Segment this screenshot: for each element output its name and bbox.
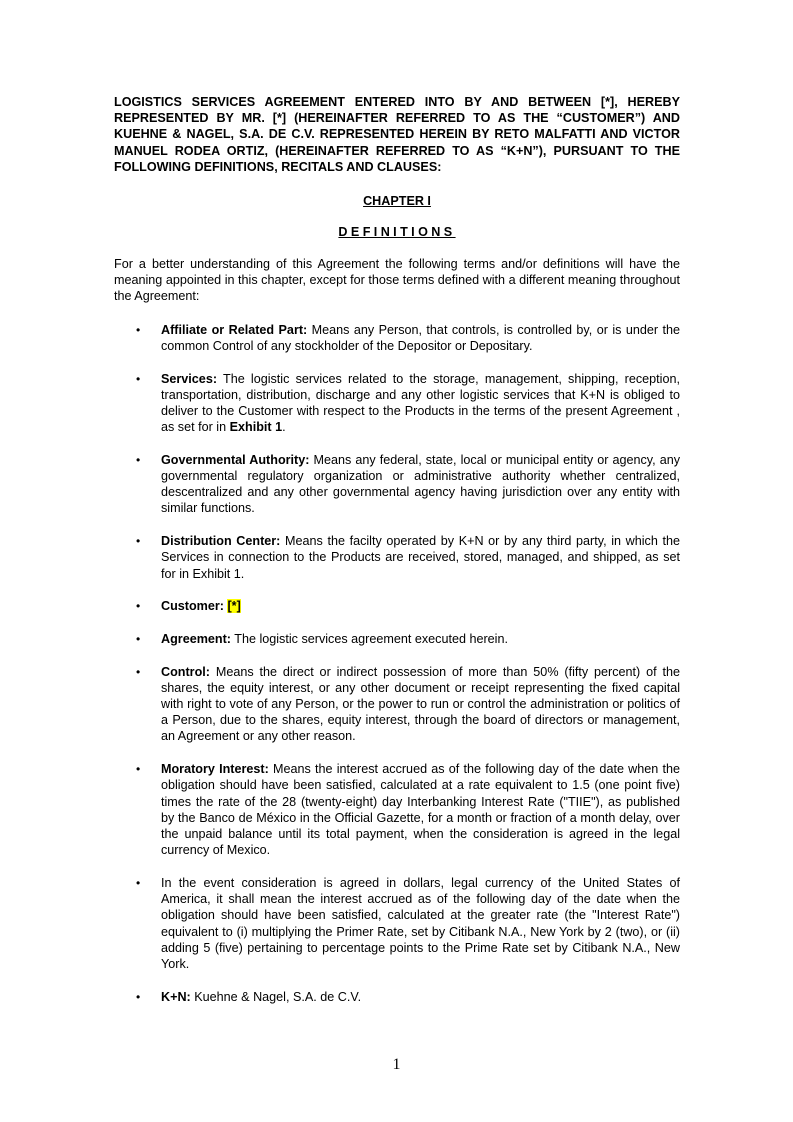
definition-term: Affiliate or Related Part:	[161, 322, 308, 337]
definition-text: The logistic services related to the storage, management, shipping, reception, transportation, distribution, discharge and any other logistic services that K+N is obliged to deliver to the Customer with respect to the Products in the terms of the present Agreement , as set for in	[161, 371, 680, 435]
placeholder-highlight: [*]	[227, 599, 241, 614]
bullet-icon: •	[136, 762, 141, 777]
definition-text-end: .	[282, 420, 286, 435]
definition-item	[114, 322, 680, 354]
intro-paragraph: For a better understanding of this Agreement the following terms and/or definitions will have the meaning appointed in this chapter, except for those terms defined with a different meaning throughout the Agreement:	[114, 257, 680, 304]
bullet-icon: •	[136, 322, 141, 337]
definition-term: Customer:	[161, 599, 224, 614]
definition-item	[114, 989, 680, 1005]
definition-item	[114, 875, 680, 972]
exhibit-reference: Exhibit 1	[229, 420, 283, 435]
bullet-icon: •	[136, 664, 141, 679]
definition-item	[114, 598, 680, 614]
definition-text: In the event consideration is agreed in dollars, legal currency of the United States of America, it shall mean the interest accrued as of the following day of the date when the obligation should have been satisfied, calculated at the greater rate (the "Interest Rate") equivalent to (i) multiplying the Primer Rate, set by Citibank N.A., New York by 2 (two), or (ii) adding 5 (five) pertaining to percentage points to the Prime Rate set by Citibank N.A., New York.	[161, 875, 680, 971]
definition-text: Means the facilty operated by K+N or by any third party, in which the Services in connection to the Products are received, stored, managed, and shipped, as set for in Exhibit 1.	[161, 534, 680, 581]
definition-item	[114, 452, 680, 517]
page-number: 1	[392, 1056, 401, 1073]
bullet-icon: •	[136, 534, 141, 549]
bullet-icon: •	[136, 631, 141, 646]
definition-text: Means the interest accrued as of the following day of the date when the obligation should have been satisfied, calculated at a rate equivalent to 1.5 (one point five) times the rate of the 28 (twenty-eight) day Interbanking Interest Rate ("TIIE"), as published by the Banco de México in the Official Gazette, for a month or fraction of a month delay, over the unpaid balance until its total payment, when the consideration is agreed in the legal currency of Mexico.	[161, 762, 680, 858]
definition-text: Means any federal, state, local or municipal entity or agency, any governmental regulatory organization or administrative authority whether centralized, descentralized and any other governmental agency having jurisdiction over any entity with similar functions.	[161, 452, 680, 516]
definition-item	[114, 371, 680, 436]
definition-text: The logistic services agreement executed herein.	[230, 631, 508, 646]
bullet-icon: •	[136, 875, 141, 890]
chapter-title: CHAPTER I	[363, 194, 431, 209]
definitions-title: DEFINITIONS	[338, 225, 456, 240]
definition-item	[114, 761, 680, 858]
definition-term: Governmental Authority:	[161, 452, 310, 467]
definition-text: Means any Person, that controls, is controlled by, or is under the common Control of any stockholder of the Depositor or Depositary.	[161, 322, 680, 353]
bullet-icon: •	[136, 452, 141, 467]
bullet-icon: •	[136, 599, 141, 614]
definition-item	[114, 664, 680, 745]
definition-term: Moratory Interest:	[161, 762, 269, 777]
definition-text: Kuehne & Nagel, S.A. de C.V.	[190, 989, 362, 1004]
definitions-list	[114, 322, 680, 1005]
definition-term: Distribution Center:	[161, 534, 281, 549]
definition-term: K+N:	[161, 989, 191, 1004]
bullet-icon: •	[136, 989, 141, 1004]
agreement-heading: LOGISTICS SERVICES AGREEMENT ENTERED INTO BY AND BETWEEN [*], HEREBY REPRESENTED BY MR. [*] (HEREINAFTER REFERRED TO AS THE “CUSTOMER”) AND KUEHNE & NAGEL, S.A. DE C.V. REPRESENTED HEREIN BY RETO MALFATTI AND VICTOR MANUEL RODEA ORTIZ, (HEREINAFTER REFERRED TO AS “K+N”), PURSUANT TO THE FOLLOWING DEFINITIONS, RECITALS AND CLAUSES:	[114, 95, 680, 174]
definition-item	[114, 631, 680, 647]
definition-term: Control:	[161, 664, 210, 679]
definition-item	[114, 533, 680, 582]
definition-text: Means the direct or indirect possession of more than 50% (fifty percent) of the shares, the equity interest, or any other document or receipt representing the fixed capital with right to vote of any Person, or the power to run or control the administration or politics of a Person, due to the shares, equity interest, through the board of directors or management, an Agreement or any other reason.	[161, 664, 680, 744]
definition-term: Services:	[161, 371, 218, 386]
bullet-icon: •	[136, 371, 141, 386]
definition-term: Agreement:	[161, 631, 231, 646]
